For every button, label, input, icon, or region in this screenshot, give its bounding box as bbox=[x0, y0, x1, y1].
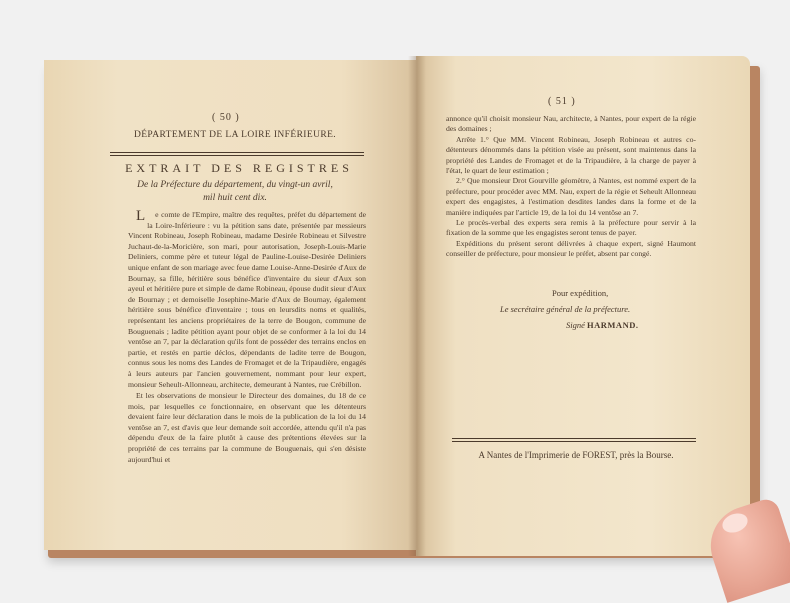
drop-cap: L bbox=[136, 208, 146, 224]
heading-rule-top bbox=[110, 152, 364, 153]
subtitle-line-2: mil huit cent dix. bbox=[203, 193, 267, 203]
right-body-text bbox=[446, 114, 696, 260]
secretary-title: Le secrétaire général de la préfecture. bbox=[500, 304, 631, 314]
signe-prefix: Signé bbox=[566, 320, 585, 330]
right-paragraph-3: 2.° Que monsieur Drot Gourville géomètre, à Nantes, est nommé expert de la préfecture, pour procéder avec MM. Nau, expert de la régie et Seheult Allonneau expert des engagistes, à l'estimation desdites landes dans la forme et de la manière indiquées par l'article 19, de la loi du 14 ventôse an 7. bbox=[446, 176, 696, 217]
right-paragraph-2: Arrête 1.° Que MM. Vincent Robineau, Joseph Robineau et autres co-détenteurs dénommés dans la pétition visée au présent, sont maintenus dans la propriété des Landes de Fromaget et de la Tripaudière, à la charge de payer à l'état, le quart de leur estimation ; bbox=[446, 134, 696, 176]
open-book bbox=[44, 56, 760, 556]
right-paragraph-4: Le procès-verbal des experts sera remis à la préfecture pour servir à la fixation de la somme que les engagistes seront tenus de payer. bbox=[446, 218, 696, 238]
signatory-name: HARMAND. bbox=[587, 320, 639, 330]
right-page-number: ( 51 ) bbox=[548, 96, 576, 107]
left-paragraph-2: Et les observations de monsieur le Directeur des domaines, du 18 de ce mois, par lesquelles ce fonctionnaire, en observant que les détenteurs devaient faire leur déclaration dans le mois de la publication de la loi du 14 ventôse an 7, est d'avis que leur demande soit accordée, attendu qu'il n'a pas dépendu d'eux de la faire plutôt à cause des prétentions élevées sur la propriété de ces terrains par la commune de Bouguenais, qui s'en désiste aujourd'hui et bbox=[128, 391, 366, 464]
right-page bbox=[416, 56, 750, 556]
printer-imprint: A Nantes de l'Imprimerie de FOREST, près la Bourse. bbox=[478, 450, 674, 460]
extrait-heading: EXTRAIT DES REGISTRES bbox=[125, 161, 353, 175]
decree-date-subtitle bbox=[104, 179, 366, 205]
right-paragraph-1: annonce qu'il choisit monsieur Nau, architecte, à Nantes, pour expert de la régie des domaines ; bbox=[446, 114, 696, 134]
left-body-text bbox=[128, 210, 366, 550]
imprint-rule-bottom bbox=[452, 441, 696, 442]
pour-expedition: Pour expédition, bbox=[552, 288, 609, 298]
book-gutter bbox=[408, 56, 426, 556]
department-heading: DÉPARTEMENT DE LA LOIRE INFÉRIEURE. bbox=[133, 130, 337, 140]
heading-rule-bottom bbox=[110, 155, 364, 156]
subtitle-line-1: De la Préfecture du département, du vingt-un avril, bbox=[137, 180, 333, 190]
left-paragraph-1 bbox=[128, 210, 366, 390]
right-paragraph-5: Expéditions du présent seront délivrées à chaque expert, signé Haumont conseiller de préfecture, pour monsieur le préfet, absent par congé. bbox=[446, 238, 696, 259]
imprint-rule-top bbox=[452, 438, 696, 439]
left-page-number: ( 50 ) bbox=[212, 112, 240, 123]
signature-line bbox=[566, 320, 638, 330]
left-paragraph-1-text: e comte de l'Empire, maître des requêtes, préfet du département de la Loire-Inférieure : vu la pétition sans date, présentée par messieurs Vincent Robineau, Joseph Robineau, madame Desirée Robineau et Silvestre Juchaut-de-la-Moricière, son mari, pour autorisation, Joseph-Louis-Marie Deliniers, comme père et tuteur légal de Pauline-Louise-Desirée Deliniers unique enfant de son mariage avec feue dame Louise-Anne-Desirée d'Aux de Bournay, sa fille, héritière sous bénéfice d'inventaire du sieur d'Aux son ayeul et héritière pure et simple de dame Robineau, épouse dudit sieur d'Aux de Bournay ; et demoiselle Josephine-Marie d'Aux de Bournay, également héritière sous bénéfice d'inventaire ; tous en leursdits noms et qualités, représentant les anciens propriétaires de la terre de Bougon, commune de Bouguenais ; ladite pétition ayant pour objet de se conformer à la loi du 14 ventôse an 7, par la déclaration qu'ils font de posséder des terrains enclos en partie, et restés en partie déclos, dépendants de ladite terre de Bougon, connus sous les noms des Landes de Fromaget et de la Tripaudière, engagés à leurs auteurs par l'ancien gouvernement, nommant pour leur expert, monsieur Seheult-Allonneau, architecte, demeurant à Nantes, rue Crébillon. bbox=[128, 210, 366, 389]
left-page bbox=[44, 60, 416, 550]
